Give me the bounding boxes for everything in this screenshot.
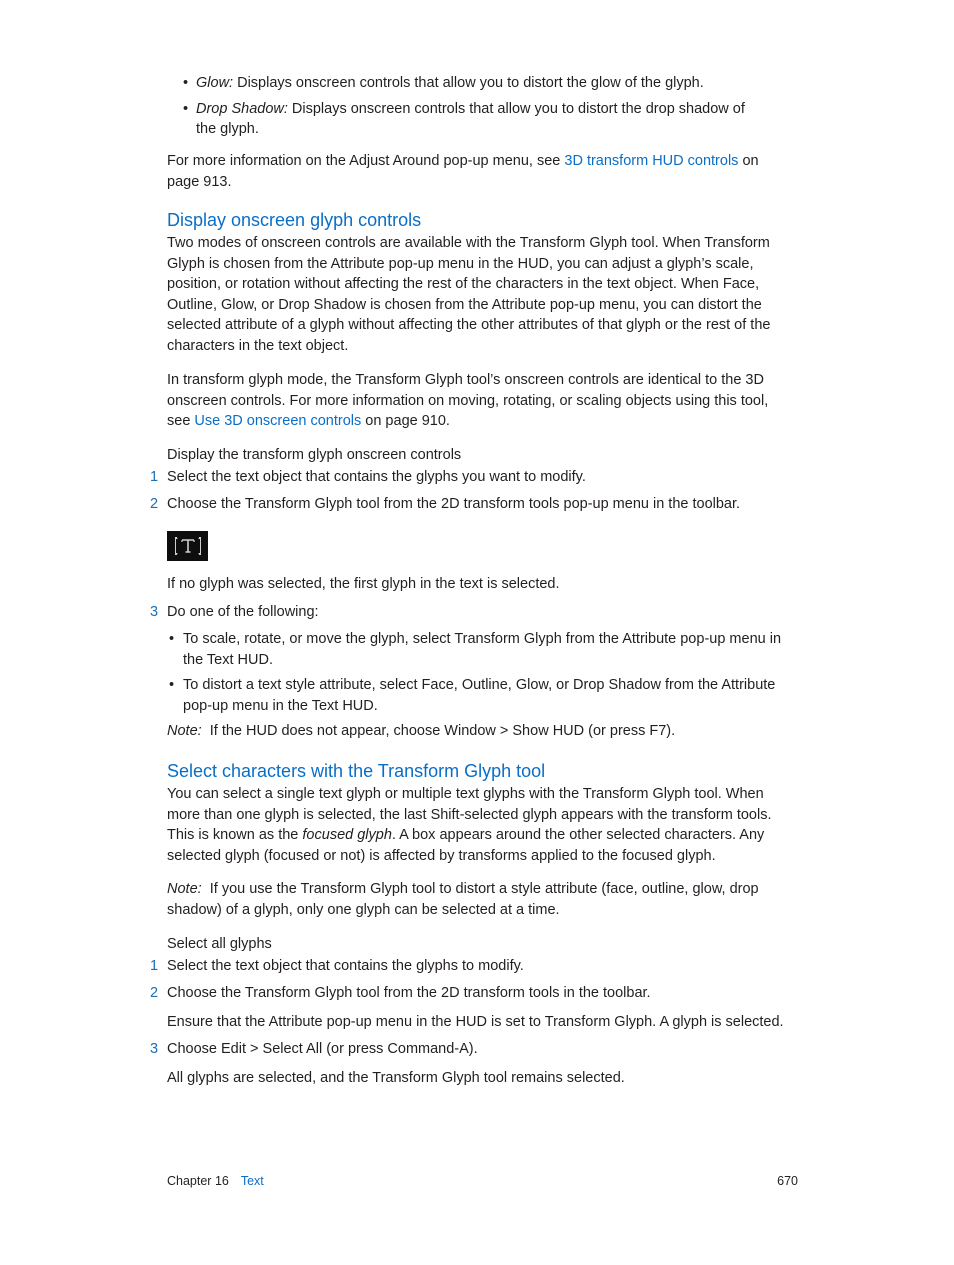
paragraph-line: Outline, Glow, or Drop Shadow is chosen from the Attribute pop-up menu, you can distort the <box>167 296 762 313</box>
step-text: Choose the Transform Glyph tool from the 2D transform tools in the toolbar. <box>167 985 651 1001</box>
step-text: Do one of the following: <box>167 604 319 620</box>
step-number: 2 <box>150 985 159 1001</box>
step-number: 1 <box>150 958 159 974</box>
sub-bullet-scale <box>183 629 781 670</box>
after-icon-text: If no glyph was selected, the first glyph in the text is selected. <box>167 576 560 592</box>
note-hud <box>167 721 675 742</box>
term-focused-glyph: focused glyph <box>302 827 392 844</box>
step-text: Choose Edit > Select All (or press Command-A). <box>167 1041 478 1057</box>
paragraph-line: selected attribute of a glyph without affecting the other attributes of that glyph or the rest of the <box>167 317 771 334</box>
paragraph-line: You can select a single text glyph or multiple text glyphs with the Transform Glyph tool. When <box>167 786 764 802</box>
more-info-prefix: For more information on the Adjust Around pop-up menu, see <box>167 153 565 169</box>
bullet-line: To distort a text style attribute, select Face, Outline, Glow, or Drop Shadow from the Attribute <box>183 677 776 693</box>
paragraph-line: characters in the text object. <box>167 337 349 354</box>
paragraph-line <box>167 825 772 846</box>
bullet-line: the Text HUD. <box>183 651 273 668</box>
step-number: 2 <box>150 496 159 512</box>
note-line: shadow) of a glyph, only one glyph can be selected at a time. <box>167 901 560 918</box>
footer-chapter <box>167 1174 264 1188</box>
bullet-glyph: • <box>183 101 189 117</box>
para-prefix: This is known as the <box>167 827 303 844</box>
bullet-text: Displays onscreen controls that allow you to distort the drop shadow of <box>287 101 745 117</box>
paragraph-line <box>167 411 768 432</box>
page-number: 670 <box>777 1174 798 1188</box>
bullet-text: Displays onscreen controls that allow you to distort the glow of the glyph. <box>233 75 704 91</box>
note-text: If you use the Transform Glyph tool to distort a style attribute (face, outline, glow, drop <box>201 881 759 897</box>
note-label: Note: <box>167 723 202 739</box>
bullet-term: Drop Shadow: <box>196 101 288 117</box>
paragraph-line: In transform glyph mode, the Transform Glyph tool’s onscreen controls are identical to the 3D <box>167 372 764 388</box>
paragraph-line: Glyph is chosen from the Attribute pop-up menu in the HUD, you can adjust a glyph’s scale, <box>167 255 754 272</box>
step-followup: Ensure that the Attribute pop-up menu in the HUD is set to Transform Glyph. A glyph is selected. <box>167 1014 784 1030</box>
paragraph-line: position, or rotation without affecting the rest of the characters in the text object. When Face, <box>167 276 760 293</box>
more-info-line2: page 913. <box>167 174 232 190</box>
section1-paragraph1 <box>167 233 770 357</box>
step-number: 3 <box>150 604 159 620</box>
bullet-glow <box>196 73 704 94</box>
more-info-suffix: on <box>738 153 759 169</box>
section1-paragraph2 <box>167 370 768 432</box>
footer-chapter-label: Chapter 16 <box>167 1174 229 1188</box>
step-followup: All glyphs are selected, and the Transform Glyph tool remains selected. <box>167 1070 625 1086</box>
note-style-attribute <box>167 879 759 920</box>
link-use-3d-onscreen-controls[interactable]: Use 3D onscreen controls <box>194 413 362 430</box>
paragraph-line: Two modes of onscreen controls are available with the Transform Glyph tool. When Transform <box>167 235 770 251</box>
paragraph-line: selected glyph (focused or not) is affected by transforms applied to the focused glyph. <box>167 847 716 864</box>
bullet-glyph: • <box>169 631 175 647</box>
bullet-text-cont: the glyph. <box>196 121 259 137</box>
link-3d-transform-hud-controls[interactable]: 3D transform HUD controls <box>564 153 739 169</box>
para2-suffix: on page 910. <box>361 413 450 430</box>
transform-glyph-tool-icon <box>167 531 208 561</box>
bullet-drop-shadow <box>196 99 745 120</box>
para-suffix: . A box appears around the other selected characters. Any <box>391 827 765 844</box>
step-text: Select the text object that contains the glyphs to modify. <box>167 958 524 974</box>
note-text: If the HUD does not appear, choose Window > Show HUD (or press F7). <box>201 723 676 739</box>
section-heading-select-characters: Select characters with the Transform Glyph tool <box>167 761 546 781</box>
section-heading-display-glyph-controls: Display onscreen glyph controls <box>167 210 422 230</box>
task-heading-display-transform-glyph: Display the transform glyph onscreen controls <box>167 447 462 463</box>
step-number: 1 <box>150 469 159 485</box>
note-label: Note: <box>167 881 202 897</box>
paragraph-line: more than one glyph is selected, the last Shift-selected glyph appears with the transform tools. <box>167 806 772 823</box>
bullet-glyph: • <box>169 677 175 693</box>
step-number: 3 <box>150 1041 159 1057</box>
bullet-line: pop-up menu in the Text HUD. <box>183 697 378 714</box>
sub-bullet-distort <box>183 675 775 716</box>
task-heading-select-all-glyphs: Select all glyphs <box>167 936 272 952</box>
more-info-paragraph <box>167 151 759 172</box>
note-line <box>167 879 759 900</box>
footer-section-link[interactable]: Text <box>240 1174 264 1188</box>
bullet-term: Glow: <box>196 75 234 91</box>
para2-prefix: see <box>167 413 195 430</box>
bullet-line: To scale, rotate, or move the glyph, select Transform Glyph from the Attribute pop-up menu in <box>183 631 782 647</box>
step-text: Select the text object that contains the glyphs you want to modify. <box>167 469 586 485</box>
step-text: Choose the Transform Glyph tool from the 2D transform tools pop-up menu in the toolbar. <box>167 496 741 512</box>
bullet-glyph: • <box>183 75 189 91</box>
paragraph-line: onscreen controls. For more information on moving, rotating, or scaling objects using this tool, <box>167 392 769 409</box>
section2-paragraph1 <box>167 784 772 866</box>
